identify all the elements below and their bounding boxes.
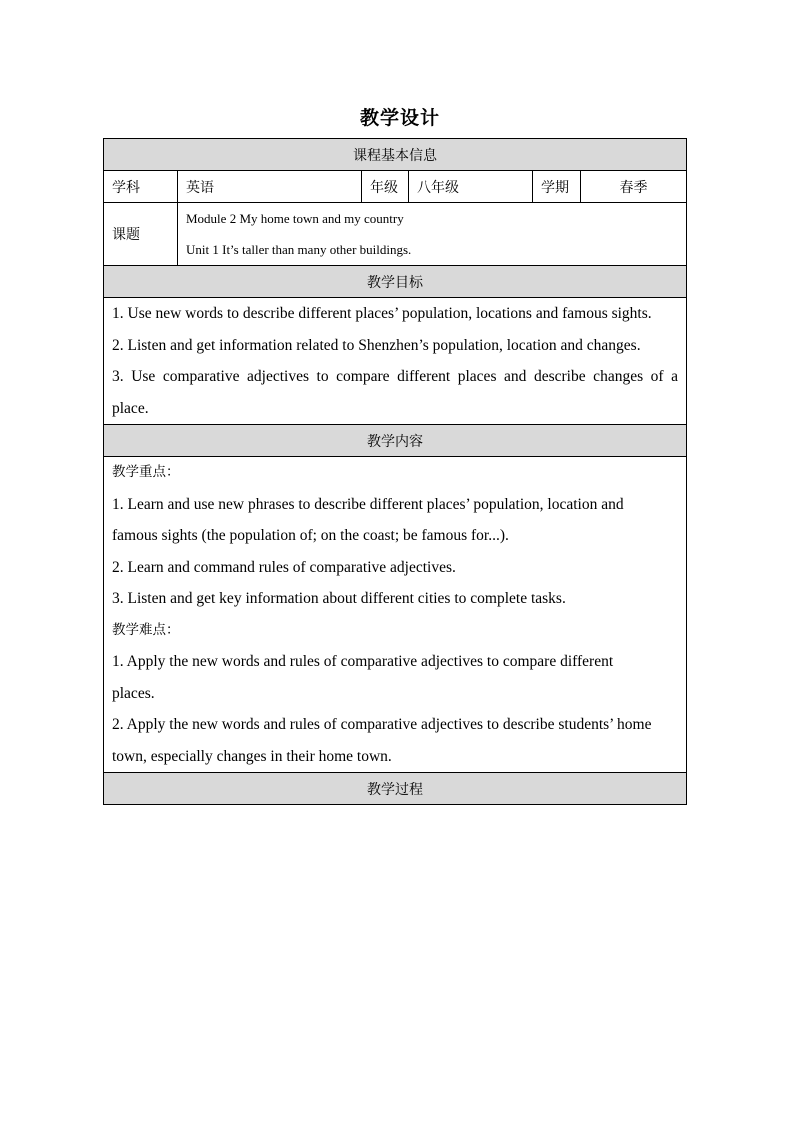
section-basic-info: 课程基本信息 bbox=[104, 139, 687, 171]
topic-module: Module 2 My home town and my country bbox=[186, 211, 404, 226]
key-point-item: 1. Learn and use new phrases to describe different places’ population, location and bbox=[112, 495, 624, 513]
objective-item: 2. Listen and get information related to Shenzhen’s population, location and changes. bbox=[112, 336, 641, 354]
section-process: 教学过程 bbox=[104, 773, 687, 805]
difficulty-item: 2. Apply the new words and rules of comparative adjectives to describe students’ home bbox=[112, 716, 652, 733]
difficulty-item: places. bbox=[112, 684, 155, 702]
difficulty-item: town, especially changes in their home town. bbox=[112, 747, 392, 765]
objective-item-continued: place. bbox=[112, 399, 149, 417]
topic-row bbox=[104, 203, 687, 266]
section-content: 教学内容 bbox=[104, 425, 687, 457]
document-title: 教学设计 bbox=[359, 107, 440, 129]
info-row bbox=[104, 171, 687, 203]
objective-item: 3. Use comparative adjectives to compare different places and describe changes of a bbox=[112, 368, 679, 385]
key-point-item: famous sights (the population of; on the coast; be famous for...). bbox=[112, 527, 509, 544]
lesson-plan-table bbox=[103, 138, 687, 805]
difficulty-item: 1. Apply the new words and rules of comparative adjectives to compare different bbox=[112, 653, 614, 670]
grade-value: 八年级 bbox=[409, 171, 533, 203]
grade-label: 年级 bbox=[362, 171, 409, 203]
subject-label: 学科 bbox=[104, 171, 178, 203]
topic-unit: Unit 1 It’s taller than many other buildings. bbox=[186, 242, 412, 257]
key-points-label: 教学重点： bbox=[112, 464, 180, 480]
subject-value: 英语 bbox=[178, 171, 362, 203]
topic-label: 课题 bbox=[104, 203, 178, 266]
difficulties-label: 教学难点： bbox=[112, 621, 180, 638]
objective-item: 1. Use new words to describe different places’ population, locations and famous sights. bbox=[112, 305, 652, 322]
topic-value bbox=[178, 203, 687, 266]
key-point-item: 2. Learn and command rules of comparative adjectives. bbox=[112, 558, 456, 576]
section-objectives: 教学目标 bbox=[104, 266, 687, 298]
term-label: 学期 bbox=[533, 171, 581, 203]
objectives-cell bbox=[104, 298, 687, 425]
key-point-item: 3. Listen and get key information about different cities to complete tasks. bbox=[112, 590, 566, 607]
term-value: 春季 bbox=[581, 171, 687, 203]
content-cell bbox=[104, 457, 687, 773]
